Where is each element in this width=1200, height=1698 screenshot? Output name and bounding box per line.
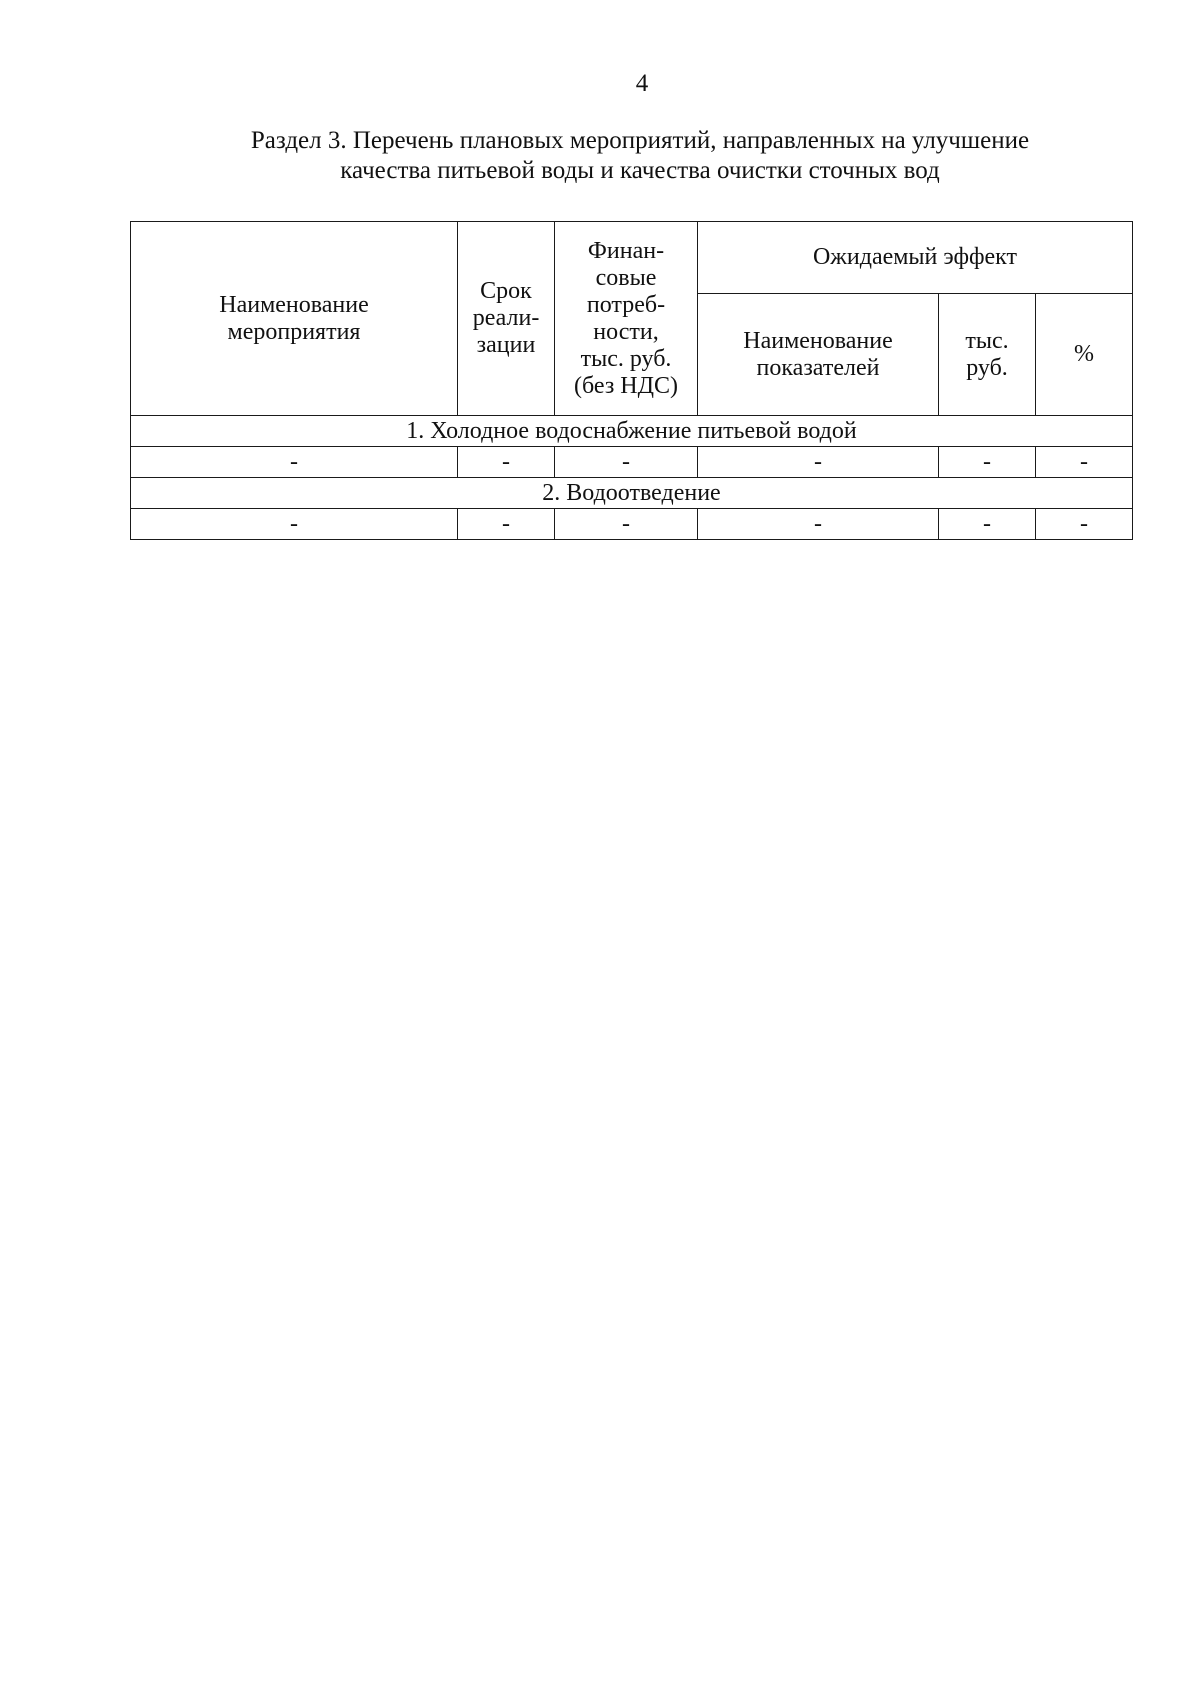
plan-table xyxy=(130,221,1133,540)
cell-name: - xyxy=(131,509,458,540)
section-row xyxy=(131,478,1133,509)
cell-percent: - xyxy=(1036,509,1133,540)
page-number: 4 xyxy=(635,70,649,97)
cell-finance: - xyxy=(555,509,698,540)
cell-indicator: - xyxy=(698,509,939,540)
cell-finance: - xyxy=(555,447,698,478)
cell-indicator: - xyxy=(698,447,939,478)
header-thousand-rub: тыс. руб. xyxy=(939,294,1036,416)
header-term: Срок реали- зации xyxy=(458,222,555,416)
cell-term: - xyxy=(458,447,555,478)
cell-name: - xyxy=(131,447,458,478)
cell-percent: - xyxy=(1036,447,1133,478)
section-title xyxy=(130,126,1150,186)
header-indicator: Наименование показателей xyxy=(698,294,939,416)
section-title-sewerage: 2. Водоотведение xyxy=(131,478,1133,509)
table-row xyxy=(131,447,1133,478)
cell-thousand-rub: - xyxy=(939,509,1036,540)
section-title-cold-water: 1. Холодное водоснабжение питьевой водой xyxy=(131,416,1133,447)
cell-thousand-rub: - xyxy=(939,447,1036,478)
cell-term: - xyxy=(458,509,555,540)
section-row xyxy=(131,416,1133,447)
header-finance: Финан- совые потреб- ности, тыс. руб. (без НДС) xyxy=(555,222,698,416)
header-percent: % xyxy=(1036,294,1133,416)
header-name: Наименование мероприятия xyxy=(131,222,458,416)
section-title-line-2: качества питьевой воды и качества очистки сточных вод xyxy=(340,157,940,184)
header-effect: Ожидаемый эффект xyxy=(698,222,1133,294)
section-title-line-1: Раздел 3. Перечень плановых мероприятий, направленных на улучшение xyxy=(250,127,1030,154)
table-row xyxy=(131,509,1133,540)
